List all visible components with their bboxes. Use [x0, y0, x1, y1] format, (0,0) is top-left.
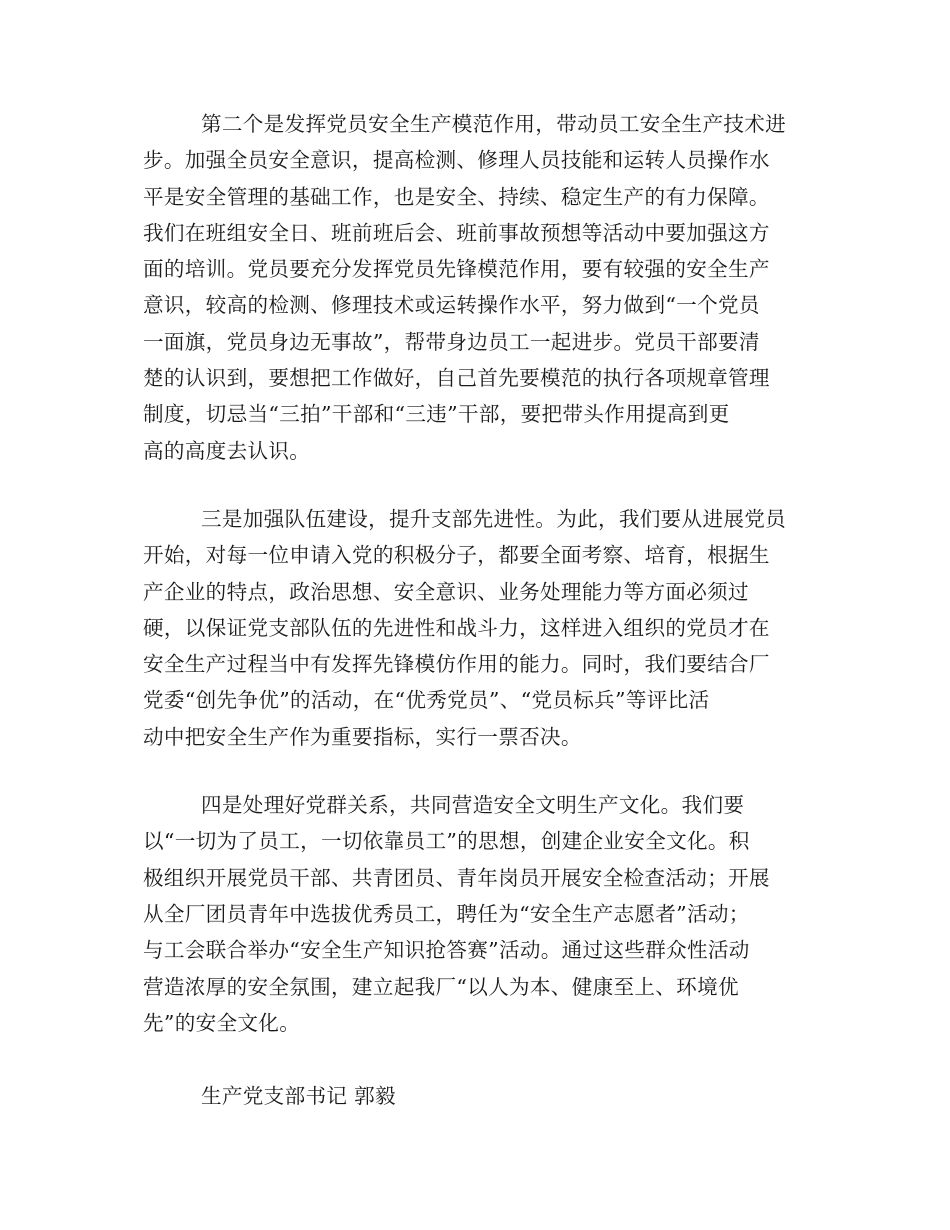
- text-line: 四是处理好党群关系，共同营造安全文明生产文化。我们要: [201, 793, 745, 818]
- text-line: 极组织开展党员干部、共青团员、青年岗员开展安全检查活动；开展: [143, 865, 770, 890]
- text-line: 平是安全管理的基础工作，也是安全、持续、稳定生产的有力保障。: [143, 184, 770, 209]
- paragraph-spacer: [143, 755, 815, 787]
- text-line: 一面旗，党员身边无事故”，帮带身边员工一起进步。党员干部要清: [143, 329, 760, 354]
- paragraph-3: [143, 501, 815, 755]
- text-line: 产企业的特点，政治思想、安全意识、业务处理能力等方面必须过: [143, 579, 749, 604]
- text-line: 硬，以保证党支部队伍的先进性和战斗力，这样进入组织的党员才在: [143, 615, 770, 640]
- paragraph-spacer: [143, 469, 815, 501]
- text-line: 步。加强全员安全意识，提高检测、修理人员技能和运转人员操作水: [143, 148, 770, 173]
- text-line: 意识，较高的检测、修理技术或运转操作水平，努力做到“一个党员: [143, 293, 760, 318]
- paragraph-spacer: [143, 1041, 815, 1078]
- text-line: 从全厂团员青年中选拔优秀员工，聘任为“安全生产志愿者”活动；: [143, 901, 750, 926]
- text-line: 开始，对每一位申请入党的积极分子，都要全面考察、培育，根据生: [143, 543, 770, 568]
- document-page: [143, 106, 815, 1114]
- text-line: 以“一切为了员工，一切依靠员工”的思想，创建企业安全文化。积: [143, 829, 750, 854]
- text-line: 党委“创先争优”的活动，在“优秀党员”、“党员标兵”等评比活: [143, 688, 710, 713]
- text-line: 安全生产过程当中有发挥先锋模仿作用的能力。同时，我们要结合厂: [143, 652, 770, 677]
- text-line: 楚的认识到，要想把工作做好，自己首先要模范的执行各项规章管理: [143, 366, 770, 391]
- paragraph-4: [143, 787, 815, 1041]
- text-line: 高的高度去认识。: [143, 438, 311, 463]
- signature-line: 生产党支部书记 郭毅: [201, 1084, 396, 1109]
- paragraph-2: [143, 106, 815, 469]
- text-line: 动中把安全生产作为重要指标，实行一票否决。: [143, 724, 582, 749]
- text-line: 营造浓厚的安全氛围，建立起我厂“以人为本、健康至上、环境优: [143, 974, 739, 999]
- text-line: 先”的安全文化。: [143, 1010, 301, 1035]
- text-line: 第二个是发挥党员安全生产模范作用，带动员工安全生产技术进: [201, 112, 787, 136]
- text-line: 与工会联合举办“安全生产知识抢答赛”活动。通过这些群众性活动: [143, 938, 750, 963]
- text-line: 制度，切忌当“三拍”干部和“三违”干部，要把带头作用提高到更: [143, 402, 730, 427]
- text-line: 面的培训。党员要充分发挥党员先锋模范作用，要有较强的安全生产: [143, 257, 770, 282]
- text-line: 我们在班组安全日、班前班后会、班前事故预想等活动中要加强这方: [143, 220, 770, 245]
- text-line: 三是加强队伍建设，提升支部先进性。为此，我们要从进展党员: [201, 506, 787, 531]
